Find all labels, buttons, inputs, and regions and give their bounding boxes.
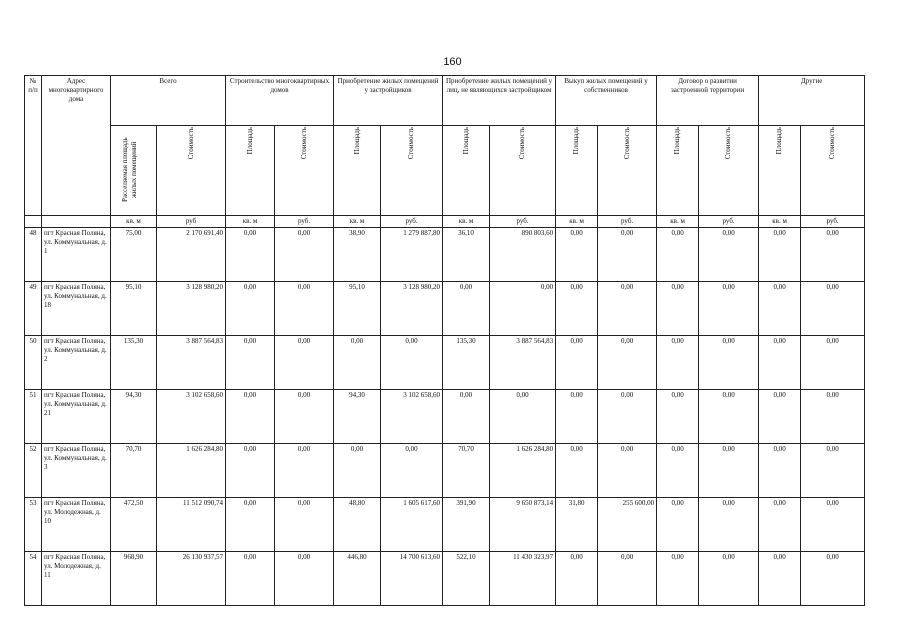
cell-other-cost: 0,00: [801, 282, 865, 336]
cell-other-cost: 0,00: [801, 390, 865, 444]
header-buy-cost: Стоимость: [598, 126, 657, 216]
cell-build-cost: 0,00: [275, 282, 334, 336]
header-contract-cost: Стоимость: [699, 126, 759, 216]
header-group-construction: Строительство многоквартирных домов: [226, 76, 334, 126]
cell-total-area: 472,50: [111, 498, 157, 552]
unit-area: кв. м: [226, 216, 275, 228]
cell-contract-cost: 0,00: [699, 552, 759, 606]
cell-total-area: 968,90: [111, 552, 157, 606]
row-number: 48: [25, 228, 42, 282]
cell-dev-cost: 1 605 617,60: [381, 498, 443, 552]
cell-dev-cost: 1 279 887,80: [381, 228, 443, 282]
cell-build-cost: 0,00: [275, 552, 334, 606]
table-row: [25, 282, 865, 336]
cell-dev-area: 95,10: [334, 282, 381, 336]
header-nondev-area: Площадь: [443, 126, 490, 216]
cell-build-cost: 0,00: [275, 228, 334, 282]
page-number: 160: [443, 56, 462, 68]
cell-build-cost: 0,00: [275, 336, 334, 390]
cell-build-area: 0,00: [226, 444, 275, 498]
row-address: пгт Красная Поляна, ул. Коммунальная, д. 2: [42, 336, 111, 390]
cell-build-cost: 0,00: [275, 390, 334, 444]
cell-build-area: 0,00: [226, 498, 275, 552]
cell-buy-area: 0,00: [556, 390, 598, 444]
cell-buy-cost: 255 600,00: [598, 498, 657, 552]
cell-buy-area: 0,00: [556, 336, 598, 390]
cell-dev-cost: 0,00: [381, 444, 443, 498]
cell-build-cost: 0,00: [275, 498, 334, 552]
table-row: [25, 336, 865, 390]
header-group-developers: Приобретение жилых помещений у застройщиков: [334, 76, 443, 126]
cell-total-area: 135,30: [111, 336, 157, 390]
cell-buy-cost: 0,00: [598, 444, 657, 498]
header-contract-area: Площадь: [657, 126, 699, 216]
cell-dev-area: 38,90: [334, 228, 381, 282]
cell-dev-cost: 3 102 658,60: [381, 390, 443, 444]
cell-buy-area: 0,00: [556, 552, 598, 606]
cell-total-area: 94,30: [111, 390, 157, 444]
cell-contract-area: 0,00: [657, 282, 699, 336]
header-group-buyout: Выкуп жилых помещений у собственников: [556, 76, 657, 126]
header-group-total: Всего: [111, 76, 226, 126]
cell-total-area: 70,70: [111, 444, 157, 498]
cell-total-cost: 26 130 937,57: [157, 552, 226, 606]
header-group-contract: Договор о развитии застроенной территории: [657, 76, 759, 126]
cell-total-cost: 3 887 564,83: [157, 336, 226, 390]
cell-nondev-area: 522,10: [443, 552, 490, 606]
cell-dev-cost: 14 700 613,60: [381, 552, 443, 606]
header-total-area: Расселяемая площадь жилых помещений: [111, 126, 157, 216]
cell-buy-cost: 0,00: [598, 552, 657, 606]
unit-area: кв. м: [334, 216, 381, 228]
cell-dev-area: 446,80: [334, 552, 381, 606]
row-number: 52: [25, 444, 42, 498]
cell-build-area: 0,00: [226, 228, 275, 282]
cell-other-cost: 0,00: [801, 552, 865, 606]
row-number: 53: [25, 498, 42, 552]
cell-nondev-area: 36,10: [443, 228, 490, 282]
row-number: 54: [25, 552, 42, 606]
unit-cost: руб.: [275, 216, 334, 228]
header-dev-area: Площадь: [334, 126, 381, 216]
cell-buy-area: 31,80: [556, 498, 598, 552]
cell-buy-area: 0,00: [556, 228, 598, 282]
cell-contract-area: 0,00: [657, 390, 699, 444]
cell-contract-area: 0,00: [657, 444, 699, 498]
cell-dev-cost: 0,00: [381, 336, 443, 390]
cell-buy-area: 0,00: [556, 282, 598, 336]
cell-total-cost: 11 512 090,74: [157, 498, 226, 552]
cell-buy-cost: 0,00: [598, 390, 657, 444]
cell-other-cost: 0,00: [801, 228, 865, 282]
cell-total-cost: 2 170 691,40: [157, 228, 226, 282]
header-dev-cost: Стоимость: [381, 126, 443, 216]
cell-contract-area: 0,00: [657, 552, 699, 606]
header-address: Адрес многоквартирного дома: [42, 76, 111, 216]
cell-dev-area: 0,00: [334, 336, 381, 390]
row-number: 49: [25, 282, 42, 336]
row-address: пгт Красная Поляна, ул. Молодежная, д. 10: [42, 498, 111, 552]
header-build-area: Площадь: [226, 126, 275, 216]
cell-contract-cost: 0,00: [699, 336, 759, 390]
row-address: пгт Красная Поляна, ул. Коммунальная, д. 3: [42, 444, 111, 498]
cell-other-cost: 0,00: [801, 498, 865, 552]
cell-other-area: 0,00: [759, 552, 801, 606]
cell-nondev-area: 0,00: [443, 390, 490, 444]
cell-nondev-cost: 0,00: [490, 390, 556, 444]
cell-nondev-area: 391,90: [443, 498, 490, 552]
resettlement-table: [24, 75, 865, 606]
table-row: [25, 498, 865, 552]
unit-area: кв. м: [657, 216, 699, 228]
cell-contract-cost: 0,00: [699, 444, 759, 498]
cell-nondev-area: 0,00: [443, 282, 490, 336]
header-buy-area: Площадь: [556, 126, 598, 216]
cell-other-area: 0,00: [759, 498, 801, 552]
table-row: [25, 390, 865, 444]
cell-build-area: 0,00: [226, 282, 275, 336]
cell-contract-area: 0,00: [657, 228, 699, 282]
cell-build-area: 0,00: [226, 390, 275, 444]
unit-cost: руб.: [699, 216, 759, 228]
row-address: пгт Красная Поляна, ул. Коммунальная, д. 18: [42, 282, 111, 336]
table-row: [25, 552, 865, 606]
cell-total-cost: 3 128 980,20: [157, 282, 226, 336]
table-row: [25, 228, 865, 282]
cell-dev-cost: 3 128 980,20: [381, 282, 443, 336]
cell-contract-area: 0,00: [657, 498, 699, 552]
cell-buy-cost: 0,00: [598, 282, 657, 336]
unit-cost: руб: [157, 216, 226, 228]
cell-other-area: 0,00: [759, 282, 801, 336]
header-group-non-developers: Приобретение жилых помещений у лиц, не являющихся застройщиком: [443, 76, 556, 126]
cell-build-area: 0,00: [226, 552, 275, 606]
cell-buy-area: 0,00: [556, 444, 598, 498]
cell-nondev-cost: 9 650 873,14: [490, 498, 556, 552]
header-row-groups: [25, 76, 865, 126]
row-number: 51: [25, 390, 42, 444]
cell-nondev-cost: 0,00: [490, 282, 556, 336]
header-row-subcolumns: [25, 126, 865, 216]
unit-cost: руб.: [381, 216, 443, 228]
cell-nondev-area: 70,70: [443, 444, 490, 498]
header-row-units: [25, 216, 865, 228]
header-total-cost: Стоимость: [157, 126, 226, 216]
unit-empty: [42, 216, 111, 228]
cell-other-area: 0,00: [759, 444, 801, 498]
cell-buy-cost: 0,00: [598, 228, 657, 282]
cell-dev-area: 0,00: [334, 444, 381, 498]
cell-nondev-cost: 890 803,60: [490, 228, 556, 282]
row-address: пгт Красная Поляна, ул. Молодежная, д. 11: [42, 552, 111, 606]
header-other-area: Площадь: [759, 126, 801, 216]
cell-total-area: 75,00: [111, 228, 157, 282]
row-address: пгт Красная Поляна, ул. Коммунальная, д. 1: [42, 228, 111, 282]
cell-buy-cost: 0,00: [598, 336, 657, 390]
header-num: № п/п: [25, 76, 42, 216]
unit-area: кв. м: [111, 216, 157, 228]
cell-total-cost: 1 626 284,80: [157, 444, 226, 498]
cell-total-area: 95,10: [111, 282, 157, 336]
header-nondev-cost: Стоимость: [490, 126, 556, 216]
unit-area: кв. м: [759, 216, 801, 228]
unit-cost: руб.: [490, 216, 556, 228]
cell-contract-cost: 0,00: [699, 282, 759, 336]
header-group-other: Другие: [759, 76, 865, 126]
cell-contract-cost: 0,00: [699, 228, 759, 282]
cell-nondev-area: 135,30: [443, 336, 490, 390]
unit-cost: руб.: [598, 216, 657, 228]
row-number: 50: [25, 336, 42, 390]
header-other-cost: Стоимость: [801, 126, 865, 216]
cell-other-area: 0,00: [759, 228, 801, 282]
cell-contract-cost: 0,00: [699, 498, 759, 552]
unit-area: кв. м: [443, 216, 490, 228]
cell-other-cost: 0,00: [801, 336, 865, 390]
cell-nondev-cost: 11 430 323,97: [490, 552, 556, 606]
cell-dev-area: 94,30: [334, 390, 381, 444]
cell-other-cost: 0,00: [801, 444, 865, 498]
cell-build-area: 0,00: [226, 336, 275, 390]
table-row: [25, 444, 865, 498]
row-address: пгт Красная Поляна, ул. Коммунальная, д. 21: [42, 390, 111, 444]
cell-build-cost: 0,00: [275, 444, 334, 498]
unit-cost: руб.: [801, 216, 865, 228]
header-build-cost: Стоимость: [275, 126, 334, 216]
cell-nondev-cost: 3 887 564,83: [490, 336, 556, 390]
cell-total-cost: 3 102 658,60: [157, 390, 226, 444]
cell-dev-area: 48,80: [334, 498, 381, 552]
unit-empty: [25, 216, 42, 228]
cell-other-area: 0,00: [759, 336, 801, 390]
cell-other-area: 0,00: [759, 390, 801, 444]
cell-contract-area: 0,00: [657, 336, 699, 390]
cell-contract-cost: 0,00: [699, 390, 759, 444]
cell-nondev-cost: 1 626 284,80: [490, 444, 556, 498]
unit-area: кв. м: [556, 216, 598, 228]
